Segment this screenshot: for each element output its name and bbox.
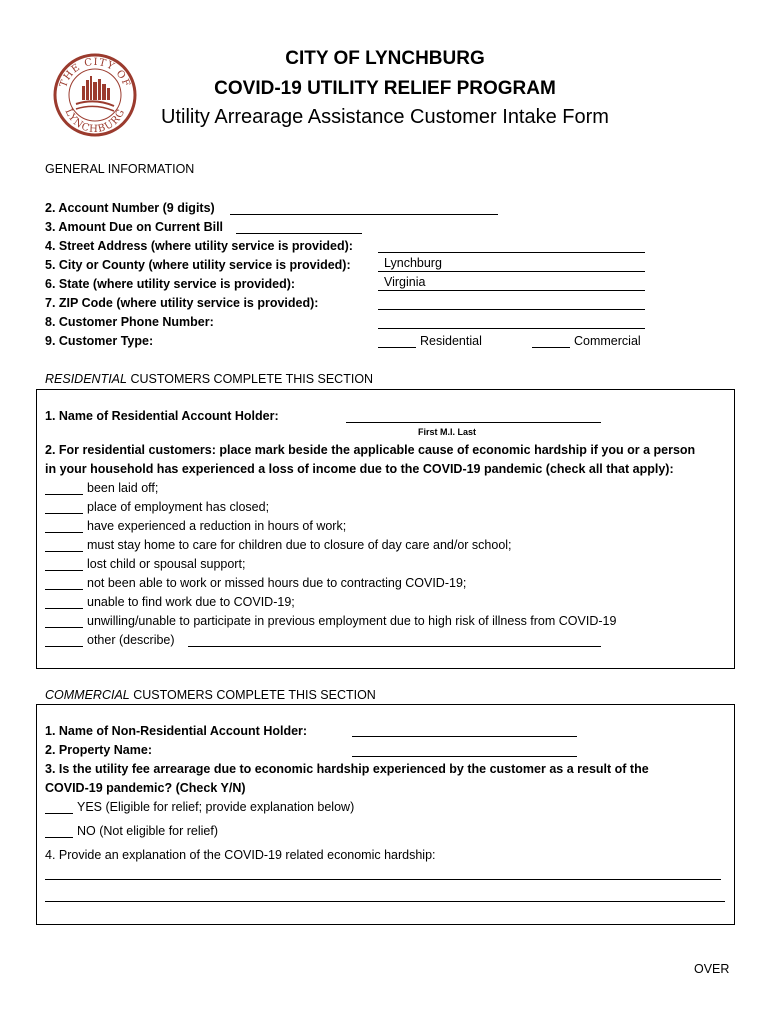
explanation-line-2[interactable] — [45, 888, 725, 902]
title-city: CITY OF LYNCHBURG — [285, 48, 485, 69]
arrearage-question-line2: COVID-19 pandemic? (Check Y/N) — [45, 781, 246, 795]
customer-type-residential[interactable] — [378, 334, 482, 348]
street-address-field[interactable] — [378, 239, 645, 253]
title-program: COVID-19 UTILITY RELIEF PROGRAM — [214, 78, 556, 99]
state-field[interactable]: Virginia — [378, 275, 645, 291]
property-name-label: 2. Property Name: — [45, 743, 152, 757]
arrearage-no-option[interactable]: NO (Not eligible for relief) — [45, 824, 218, 838]
explanation-line-1[interactable] — [45, 866, 721, 880]
phone-field[interactable] — [378, 315, 645, 329]
hardship-question-line1: 2. For residential customers: place mark beside the applicable cause of economic hardship if you or a person — [45, 443, 696, 457]
explanation-label: 4. Provide an explanation of the COVID-19 related economic hardship: — [45, 848, 436, 862]
hardship-option-laid-off[interactable]: been laid off; — [45, 481, 158, 495]
residential-holder-label: 1. Name of Residential Account Holder: — [45, 409, 279, 423]
state-label: 6. State (where utility service is provided): — [45, 277, 296, 291]
svg-text:LYNCHBURG: LYNCHBURG — [62, 107, 128, 136]
account-number-field[interactable] — [230, 201, 498, 215]
commercial-holder-label: 1. Name of Non-Residential Account Holder: — [45, 724, 308, 738]
account-number-label: 2. Account Number (9 digits) — [45, 201, 215, 215]
hardship-option-other[interactable]: other (describe) — [45, 633, 175, 647]
hardship-option-employment-closed[interactable]: place of employment has closed; — [45, 500, 269, 514]
property-name-field[interactable] — [352, 743, 577, 757]
name-format-hint: First M.I. Last — [418, 427, 477, 437]
svg-text:THE CITY OF: THE CITY OF — [58, 56, 132, 90]
city-county-label: 5. City or County (where utility service is provided): — [45, 258, 351, 272]
residential-heading: RESIDENTIAL CUSTOMERS COMPLETE THIS SECTION — [45, 372, 374, 386]
hardship-option-support[interactable]: lost child or spousal support; — [45, 557, 245, 571]
zip-field[interactable] — [378, 296, 645, 310]
hardship-option-reduced-hours[interactable]: have experienced a reduction in hours of work; — [45, 519, 346, 533]
customer-type-commercial[interactable] — [532, 334, 641, 348]
city-county-field[interactable]: Lynchburg — [378, 256, 645, 272]
hardship-option-unable-find-work[interactable]: unable to find work due to COVID-19; — [45, 595, 295, 609]
street-address-label: 4. Street Address (where utility service is provided): — [45, 239, 353, 253]
hardship-question-line2: in your household has experienced a loss of income due to the COVID-19 pandemic (check all that apply): — [45, 462, 674, 476]
title-form: Utility Arrearage Assistance Customer Intake Form — [161, 106, 609, 128]
amount-due-field[interactable] — [236, 220, 362, 234]
amount-due-label: 3. Amount Due on Current Bill — [45, 220, 224, 234]
commercial-heading: COMMERCIAL CUSTOMERS COMPLETE THIS SECTION — [45, 688, 376, 702]
customer-type-label: 9. Customer Type: — [45, 334, 154, 348]
other-describe-field[interactable] — [188, 633, 601, 647]
zip-label: 7. ZIP Code (where utility service is provided): — [45, 296, 319, 310]
arrearage-yes-option[interactable]: YES (Eligible for relief; provide explanation below) — [45, 800, 354, 814]
hardship-option-childcare[interactable]: must stay home to care for children due to closure of day care and/or school; — [45, 538, 512, 552]
general-heading: GENERAL INFORMATION — [45, 162, 195, 176]
over-note: OVER — [694, 962, 730, 976]
residential-holder-field[interactable] — [346, 409, 601, 423]
arrearage-question-line1: 3. Is the utility fee arrearage due to economic hardship experienced by the customer as a result of the — [45, 762, 649, 776]
commercial-holder-field[interactable] — [352, 723, 577, 737]
phone-label: 8. Customer Phone Number: — [45, 315, 214, 329]
hardship-option-contracted-covid[interactable]: not been able to work or missed hours due to contracting COVID-19; — [45, 576, 466, 590]
commercial-option-label: Commercial — [574, 334, 641, 348]
hardship-option-high-risk[interactable]: unwilling/unable to participate in previous employment due to high risk of illness from COVID-19 — [45, 614, 616, 628]
residential-option-label: Residential — [420, 334, 482, 348]
